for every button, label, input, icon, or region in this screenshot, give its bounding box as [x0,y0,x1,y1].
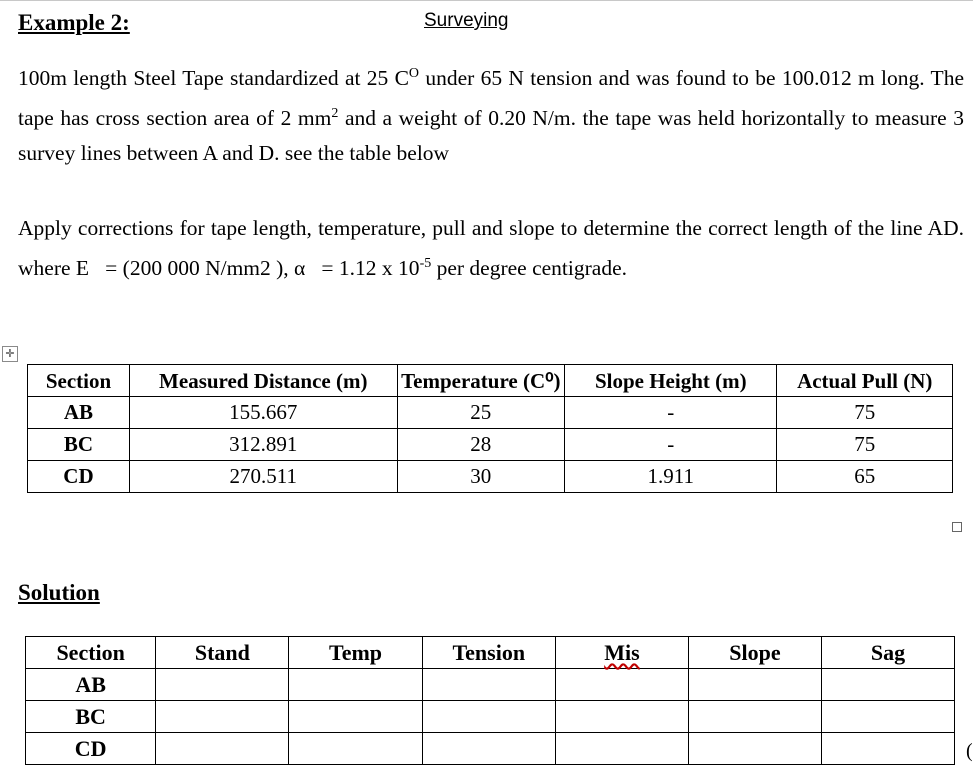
cell-distance: 270.511 [129,461,397,493]
header-mis [555,637,688,669]
header-slope-height: Slope Height (m) [565,365,777,397]
table-row [26,733,955,765]
table-row [28,429,953,461]
table-row [28,397,953,429]
cell-empty[interactable] [289,669,422,701]
header-slope: Slope [688,637,821,669]
cell-empty[interactable] [156,669,289,701]
cell-section: BC [28,429,130,461]
solution-table [25,636,955,765]
header-sag: Sag [822,637,955,669]
cell-empty[interactable] [422,701,555,733]
header-temp: Temp [289,637,422,669]
subject-header: Surveying [424,10,509,31]
cell-pull: 75 [777,397,953,429]
header-section: Section [28,365,130,397]
cell-slope: - [565,429,777,461]
cell-section: CD [26,733,156,765]
problem-paragraph-1: 100m length Steel Tape standardized at 25 $C^O$ under 65 N tension and was found to be 100.012 m long. The tape has cross section area of 2 $mm^2$ and a weight of 0.20 N/m. the tape was held horizontally to measure 3 survey lines between A and D. see the table below [18,66,964,166]
cell-section: BC [26,701,156,733]
table-row [26,669,955,701]
cell-pull: 65 [777,461,953,493]
cell-slope: - [565,397,777,429]
header-stand: Stand [156,637,289,669]
cell-empty[interactable] [555,701,688,733]
cell-distance: 312.891 [129,429,397,461]
top-rule [0,0,973,1]
cell-distance: 155.667 [129,397,397,429]
cell-temperature: 30 [397,461,565,493]
edge-mark: ( [966,740,973,762]
cell-empty[interactable] [156,701,289,733]
table-row [28,461,953,493]
cell-slope: 1.911 [565,461,777,493]
cell-empty[interactable] [688,701,821,733]
cell-section: AB [26,669,156,701]
header-mis-text: Mis [604,640,640,665]
cell-pull: 75 [777,429,953,461]
cell-section: CD [28,461,130,493]
cell-empty[interactable] [289,733,422,765]
cell-empty[interactable] [688,669,821,701]
cell-empty[interactable] [422,733,555,765]
cell-temperature: 25 [397,397,565,429]
cell-empty[interactable] [688,733,821,765]
cell-empty[interactable] [822,733,955,765]
cell-empty[interactable] [822,669,955,701]
table-move-handle-icon[interactable]: ✛ [2,346,18,362]
cell-empty[interactable] [289,701,422,733]
cell-empty[interactable] [822,701,955,733]
header-measured-distance: Measured Distance (m) [129,365,397,397]
problem-paragraph-2: Apply corrections for tape length, temperature, pull and slope to determine the correct length of the line AD. where E = (200 000 N/mm2 ), α = 1.12 x $10^{-5}$ per degree centigrade. [18,216,964,281]
table-row [26,701,955,733]
solution-heading: Solution [18,580,100,605]
cell-empty[interactable] [422,669,555,701]
header-actual-pull: Actual Pull (N) [777,365,953,397]
example-title: Example 2: [18,10,130,35]
cell-temperature: 28 [397,429,565,461]
table-resize-handle[interactable] [952,522,962,532]
cell-section: AB [28,397,130,429]
header-temperature: Temperature (C⁰) [397,365,565,397]
cell-empty[interactable] [555,733,688,765]
header-tension: Tension [422,637,555,669]
cell-empty[interactable] [156,733,289,765]
cell-empty[interactable] [555,669,688,701]
data-table [27,364,953,493]
header-section: Section [26,637,156,669]
